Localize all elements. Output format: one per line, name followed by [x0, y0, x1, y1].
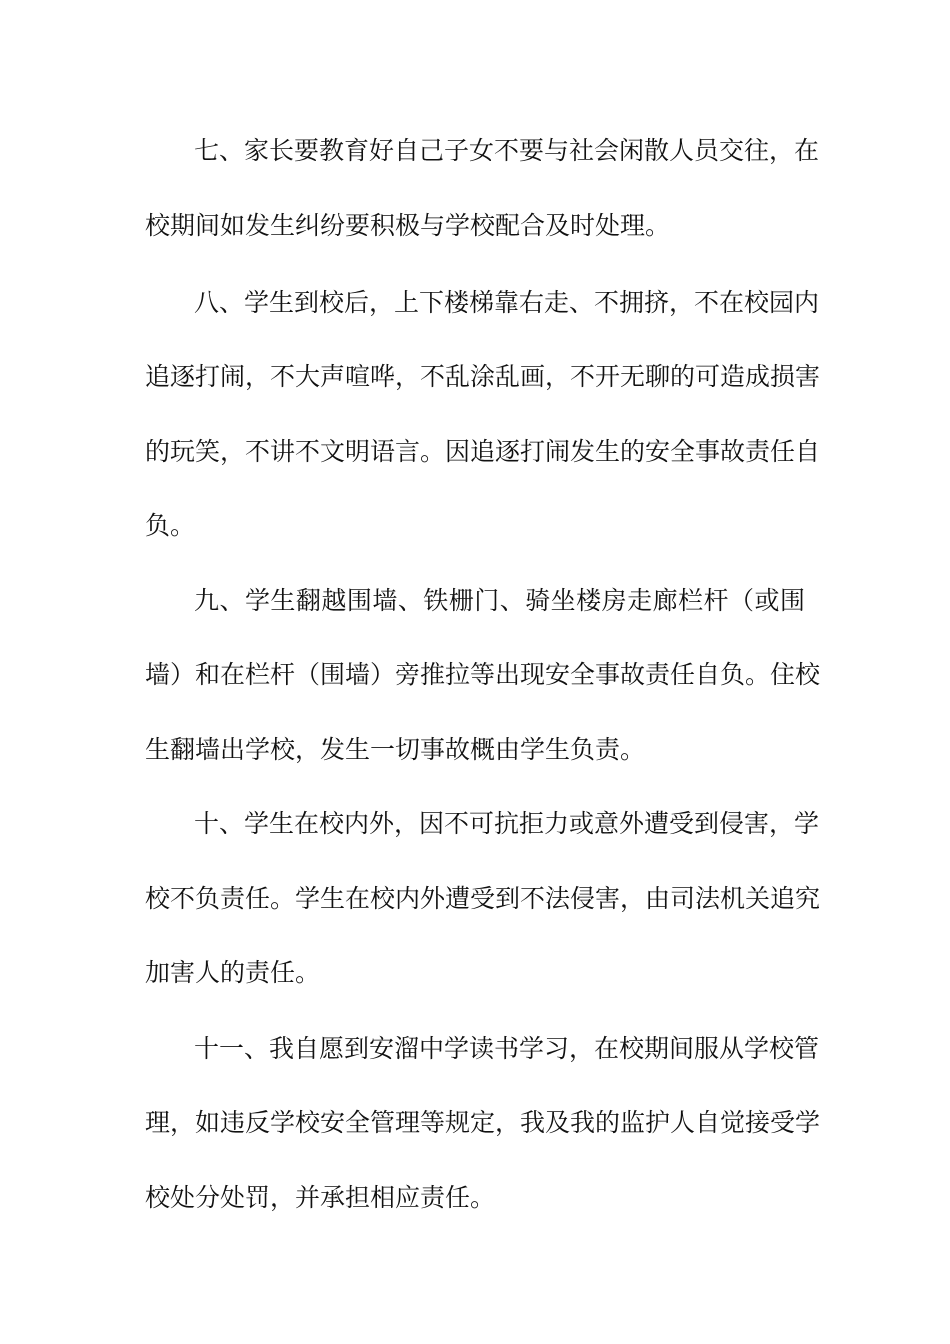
paragraph-line: 加害人的责任。	[145, 958, 321, 987]
paragraph-line: 七、家长要教育好自己子女不要与社会闲散人员交往，在	[194, 136, 820, 165]
paragraph-line: 墙）和在栏杆（围墙）旁推拉等出现安全事故责任自负。住校	[145, 660, 821, 689]
paragraph-line: 十一、我自愿到安溜中学读书学习，在校期间服从学校管	[194, 1034, 820, 1063]
paragraph-line: 追逐打闹，不大声喧哗，不乱涂乱画，不开无聊的可造成损害	[145, 362, 821, 391]
paragraph-line: 负。	[145, 511, 196, 540]
paragraph-line: 理，如违反学校安全管理等规定，我及我的监护人自觉接受学	[145, 1108, 821, 1137]
paragraph-line: 校不负责任。学生在校内外遭受到不法侵害，由司法机关追究	[145, 884, 821, 913]
paragraph-line: 生翻墙出学校，发生一切事故概由学生负责。	[145, 735, 646, 764]
paragraph-line: 的玩笑，不讲不文明语言。因追逐打闹发生的安全事故责任自	[145, 437, 821, 466]
paragraph-line: 校处分处罚，并承担相应责任。	[145, 1183, 496, 1212]
paragraph-line: 十、学生在校内外，因不可抗拒力或意外遭受到侵害，学	[194, 809, 820, 838]
paragraph-line: 校期间如发生纠纷要积极与学校配合及时处理。	[145, 211, 671, 240]
paragraph-line: 九、学生翻越围墙、铁栅门、骑坐楼房走廊栏杆（或围	[194, 586, 805, 615]
paragraph-line: 八、学生到校后，上下楼梯靠右走、不拥挤，不在校园内	[194, 288, 820, 317]
